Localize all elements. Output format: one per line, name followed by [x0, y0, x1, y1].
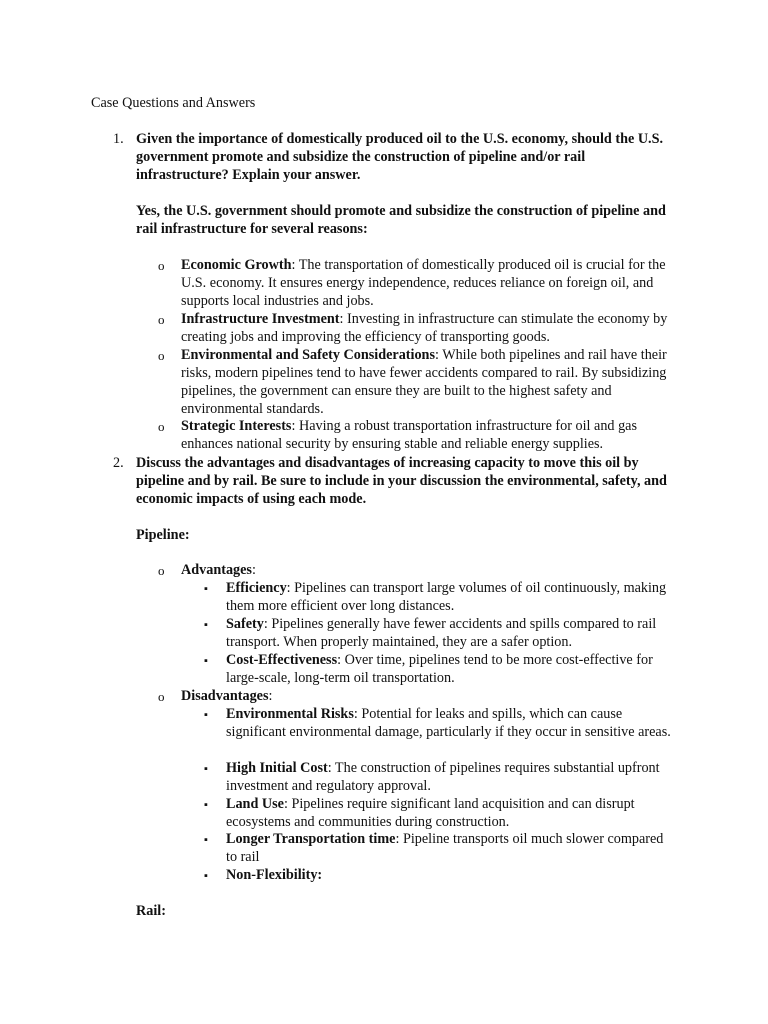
reason-term: Strategic Interests	[181, 418, 292, 434]
advantages-heading	[181, 561, 681, 579]
item-text: : Pipelines require significant land acquisition and can disrupt ecosystems and communities during construction.	[226, 796, 635, 830]
bullet-square: ▪	[204, 799, 208, 811]
item-term: High Initial Cost	[226, 760, 328, 776]
item-term: Land Use	[226, 796, 284, 812]
pipeline-heading: Pipeline:	[136, 527, 190, 543]
document-title: Case Questions and Answers	[91, 95, 256, 111]
bullet-square: ▪	[204, 870, 208, 882]
bullet-square: ▪	[204, 619, 208, 631]
disadvantage-environmental-risks	[226, 705, 676, 741]
item-term: Cost-Effectiveness	[226, 652, 338, 668]
reason-infrastructure-investment	[181, 310, 681, 346]
item-text: : The construction of pipelines requires substantial upfront investment and regulatory approval.	[226, 760, 660, 794]
reason-text: : Having a robust transportation infrastructure for oil and gas enhances national security by ensuring stable and reliable energy supplies.	[181, 418, 637, 452]
reason-environmental-safety	[181, 346, 681, 418]
disadvantage-non-flexibility	[226, 866, 676, 884]
bullet-circle: o	[158, 419, 165, 434]
reason-text: : While both pipelines and rail have their risks, modern pipelines tend to have fewer accidents compared to rail. By subsidizing pipelines, the government can ensure they are built to the highest safety and environmental standards.	[181, 347, 667, 417]
bullet-square: ▪	[204, 709, 208, 721]
advantages-label: Advantages	[181, 562, 252, 578]
advantage-efficiency	[226, 579, 676, 615]
disadvantage-land-use	[226, 795, 676, 831]
item-text: : Potential for leaks and spills, which can cause significant environmental damage, particularly if they occur in sensitive areas.	[226, 706, 671, 740]
item-term: Safety	[226, 616, 264, 632]
disadvantages-heading	[181, 687, 681, 705]
rail-heading: Rail:	[136, 903, 166, 919]
reason-text: : Investing in infrastructure can stimulate the economy by creating jobs and improving the efficiency of transporting goods.	[181, 311, 668, 345]
reason-text: : The transportation of domestically produced oil is crucial for the U.S. economy. It ensures energy independence, reduces reliance on foreign oil, and supports local industries and jobs.	[181, 257, 666, 309]
advantage-safety	[226, 615, 676, 651]
reason-strategic-interests	[181, 417, 681, 453]
bullet-square: ▪	[204, 655, 208, 667]
question-2-text: Discuss the advantages and disadvantages of increasing capacity to move this oil by pipeline and by rail. Be sure to include in your discussion the environmental, safety, and economic impacts of using each mode.	[136, 455, 667, 507]
bullet-square: ▪	[204, 763, 208, 775]
question-1-text: Given the importance of domestically produced oil to the U.S. economy, should the U.S. government promote and subsidize the construction of pipeline and/or rail infrastructure? Explain your answer.	[136, 131, 664, 183]
reason-economic-growth	[181, 256, 681, 310]
reason-term: Economic Growth	[181, 257, 292, 273]
question-1-number: 1.	[113, 131, 124, 147]
advantage-cost-effectiveness	[226, 651, 676, 687]
disadvantages-label: Disadvantages	[181, 688, 269, 704]
item-term: Efficiency	[226, 580, 287, 596]
disadvantage-longer-transport-time	[226, 830, 676, 866]
bullet-circle: o	[158, 563, 165, 578]
item-text: : Over time, pipelines tend to be more cost-effective for large-scale, long-term oil transportation.	[226, 652, 653, 686]
reason-term: Infrastructure Investment	[181, 311, 340, 327]
bullet-circle: o	[158, 312, 165, 327]
bullet-square: ▪	[204, 834, 208, 846]
item-term: Longer Transportation time	[226, 831, 396, 847]
bullet-square: ▪	[204, 583, 208, 595]
item-term: Non-Flexibility:	[226, 867, 323, 883]
question-2-number: 2.	[113, 455, 124, 471]
reason-term: Environmental and Safety Considerations	[181, 347, 435, 363]
item-text: : Pipelines can transport large volumes of oil continuously, making them more efficient over long distances.	[226, 580, 667, 614]
item-text: : Pipeline transports oil much slower compared to rail	[226, 831, 664, 865]
bullet-circle: o	[158, 689, 165, 704]
item-term: Environmental Risks	[226, 706, 354, 722]
bullet-circle: o	[158, 258, 165, 273]
disadvantage-high-initial-cost	[226, 759, 676, 795]
advantages-colon: :	[251, 562, 256, 578]
item-text: : Pipelines generally have fewer accidents and spills compared to rail transport. When properly maintained, they are a safer option.	[226, 616, 657, 650]
question-1-answer-intro: Yes, the U.S. government should promote and subsidize the construction of pipeline and rail infrastructure for several reasons:	[136, 203, 666, 237]
bullet-circle: o	[158, 348, 165, 363]
disadvantages-colon: :	[268, 688, 273, 704]
